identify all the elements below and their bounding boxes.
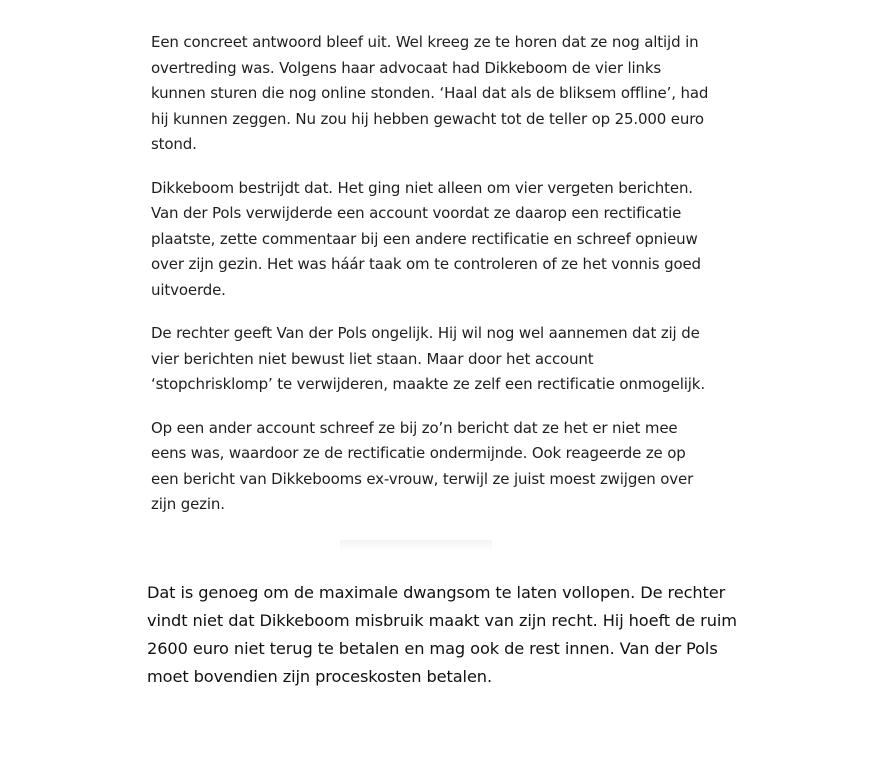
quoted-article-screenshot xyxy=(151,30,711,536)
snippet-paragraph: De rechter geeft Van der Pols ongelijk. Hij wil nog wel aannemen dat zij de vier berichten niet bewust liet staan. Maar door het account ‘stopchrisklomp’ te verwijderen, maakte ze zelf een rectificatie onmogelijk. xyxy=(151,324,705,393)
snippet-paragraph: Op een ander account schreef ze bij zo’n bericht dat ze het er niet mee eens was, waardoor ze de rectificatie ondermijnde. Ook reageerde ze op een bericht van Dikkebooms ex-vrouw, terwijl ze juist moest zwijgen over zijn gezin. xyxy=(151,418,694,513)
snippet-bottom-shadow xyxy=(340,540,492,552)
snippet-paragraph: Dikkeboom bestrijdt dat. Het ging niet alleen om vier vergeten berichten. Van der Pols verwijderde een account voordat ze daarop een rectificatie plaatste, zette commentaar bij een andere rectificatie en schreef opnieuw over zijn gezin. Het was háár taak om te controleren of ze het vonnis goed uitvoerde. xyxy=(151,178,701,299)
body-paragraph: Dat is genoeg om de maximale dwangsom te laten vollopen. De rechter vindt niet dat Dikkeboom misbruik maakt van zijn recht. Hij hoeft de ruim 2600 euro niet terug te betalen en mag ook de rest innen. Van der Pols moet bovendien zijn proceskosten betalen. xyxy=(147,583,737,686)
article-body xyxy=(147,579,747,691)
snippet-paragraph: Een concreet antwoord bleef uit. Wel kreeg ze te horen dat ze nog altijd in overtreding was. Volgens haar advocaat had Dikkeboom de vier links kunnen sturen die nog online stonden. ‘Haal dat als de bliksem offline’, had hij kunnen zeggen. Nu zou hij hebben gewacht tot de teller op 25.000 euro stond. xyxy=(151,33,709,153)
